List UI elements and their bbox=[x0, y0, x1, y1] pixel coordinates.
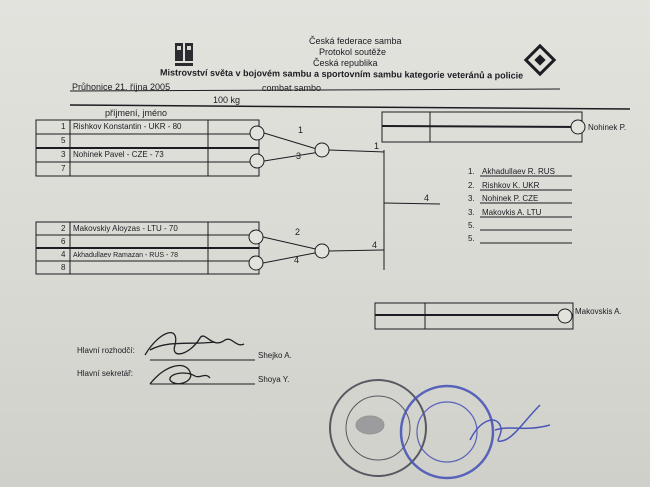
repechage-top-name: Nohinek P. bbox=[588, 123, 627, 132]
secretary-label: Hlavní sekretář: bbox=[77, 369, 134, 378]
result-place: 5. bbox=[468, 234, 475, 243]
result-name: Akhadullaev R. RUS bbox=[482, 167, 555, 176]
result-place: 3. bbox=[468, 194, 475, 203]
entry-number: 4 bbox=[61, 250, 66, 259]
referee-label: Hlavní rozhodčí: bbox=[77, 346, 135, 355]
bout-winner-label: 2 bbox=[295, 227, 301, 237]
entry-number: 7 bbox=[61, 164, 66, 173]
entry-name: Akhadullaev Ramazan - RUS - 78 bbox=[73, 252, 179, 259]
discipline-label: combat sambo bbox=[262, 83, 322, 93]
result-name: Makovkis A. LTU bbox=[482, 208, 542, 217]
result-name: Nohinek P. CZE bbox=[482, 194, 539, 203]
result-place: 5. bbox=[468, 221, 475, 230]
referee-signature bbox=[145, 333, 244, 355]
federation-name: Česká federace samba bbox=[309, 36, 402, 46]
repechage-top bbox=[382, 112, 585, 142]
repechage-bottom bbox=[375, 303, 573, 329]
country-label: Česká republika bbox=[313, 58, 378, 68]
bout-winner-label: 3 bbox=[296, 151, 302, 161]
entry-name: Nohinek Pavel - CZE - 73 bbox=[73, 150, 164, 159]
place-date: Průhonice 21. října 2005 bbox=[72, 82, 171, 92]
name-column-header: příjmení, jméno bbox=[105, 108, 168, 118]
bout-winner-label: 4 bbox=[372, 240, 378, 250]
secretary-name: Shoya Y. bbox=[258, 375, 290, 384]
bout-winner-label: 1 bbox=[374, 141, 380, 151]
entry-number: 5 bbox=[61, 136, 66, 145]
stamp-signature bbox=[470, 405, 550, 441]
result-name: Rishkov K. UKR bbox=[482, 181, 540, 190]
officials-lines bbox=[150, 360, 255, 384]
secretary-signature bbox=[150, 366, 210, 384]
entry-name: Makovskiy Aloyzas - LTU - 70 bbox=[73, 224, 178, 233]
final-winner-label: 4 bbox=[424, 193, 430, 203]
czech-sambo-logo bbox=[175, 43, 193, 66]
entry-number: 1 bbox=[61, 122, 66, 131]
entry-number: 6 bbox=[61, 237, 66, 246]
result-place: 1. bbox=[468, 167, 475, 176]
bout-winner-label: 1 bbox=[298, 125, 304, 135]
entry-number: 2 bbox=[61, 224, 66, 233]
bout-winner-label: 4 bbox=[294, 255, 300, 265]
referee-name: Shejko A. bbox=[258, 351, 292, 360]
ukraine-sambo-stamp bbox=[401, 386, 493, 478]
weight-category: 100 kg bbox=[213, 95, 241, 105]
championship-title: Mistrovství světa v bojovém sambu a sportovním sambu kategorie veteránů a policie bbox=[159, 67, 524, 81]
fias-diamond-logo bbox=[526, 46, 554, 74]
entry-number: 3 bbox=[61, 150, 66, 159]
result-place: 2. bbox=[468, 181, 475, 190]
entry-number: 8 bbox=[61, 263, 66, 272]
result-place: 3. bbox=[468, 208, 475, 217]
entry-name: Rishkov Konstantin - UKR - 80 bbox=[73, 122, 182, 131]
header-rules bbox=[70, 89, 630, 109]
repechage-bottom-name: Makovskis A. bbox=[575, 307, 622, 316]
protocol-label: Protokol soutěže bbox=[319, 47, 387, 57]
